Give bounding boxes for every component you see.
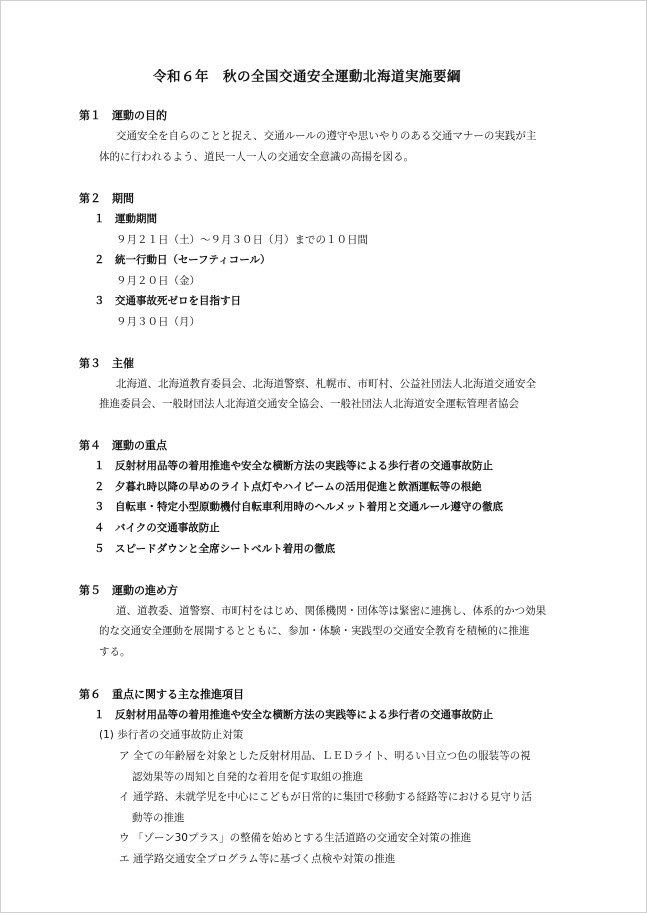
section-4-item-1: １ 反射材用品等の着用推進や安全な横断方法の実践等による歩行者の交通事故防止 xyxy=(94,460,493,472)
section-4-heading: 第４ 運動の重点 xyxy=(79,439,167,452)
document-title: 令和６年 秋の全国交通安全運動北海道実施要綱 xyxy=(153,69,461,85)
section-2-item-2-label: ２ 統一行動日（セーフティコール） xyxy=(94,254,271,266)
section-3-body-line-2: 推進委員会、一般財団法人北海道交通安全協会、一般社団法人北海道安全運転管理者協会 xyxy=(99,398,519,410)
section-5-heading: 第５ 運動の進め方 xyxy=(79,584,178,597)
section-5-body-line-2: 的な交通安全運動を展開するとともに、参加・体験・実践型の交通安全教育を積極的に推進 xyxy=(99,625,530,637)
section-4-item-3: ３ 自転車・特定小型原動機付自転車利用時のヘルメット着用と交通ルール遵守の徹底 xyxy=(94,501,503,513)
section-2-item-3-value: ９月３０日（月） xyxy=(116,316,200,328)
section-2-item-1-value: ９月２１日（土）～９月３０日（月）までの１０日間 xyxy=(116,234,368,246)
section-4-item-2: ２ 夕暮れ時以降の早めのライト点灯やハイビームの活用促進と飲酒運転等の根絶 xyxy=(94,481,482,493)
section-2-item-3-label: ３ 交通事故死ゼロを目指す日 xyxy=(94,295,241,307)
section-6-heading: 第６ 重点に関する主な推進項目 xyxy=(79,688,244,701)
section-6-point-u: ウ 「ゾーン30プラス」の整備を始めとする生活道路の交通安全対策の推進 xyxy=(119,832,472,844)
section-6-point-a-line-1: ア 全ての年齢層を対象とした反射材用品、ＬＥＤライト、明るい目立つ色の服装等の視 xyxy=(119,750,531,762)
section-2-heading: 第２ 期間 xyxy=(79,192,134,205)
section-5-body-line-3: する。 xyxy=(99,646,131,658)
section-2-item-2-value: ９月２０日（金） xyxy=(116,275,200,287)
section-6-point-e: エ 通学路交通安全プログラム等に基づく点検や対策の推進 xyxy=(119,853,396,865)
section-5-body-line-1: 道、道教委、道警察、市町村をはじめ、関係機関・団体等は緊密に連携し、体系的かつ効果 xyxy=(116,605,547,617)
section-6-subitem-1: (1) 歩行者の交通事故防止対策 xyxy=(99,729,244,741)
section-6-point-i-line-1: イ 通学路、未就学児を中心にこどもが日常的に集団で移動する経路等における見守り活 xyxy=(119,791,532,803)
section-6-point-a-line-2: 認効果等の周知と自発的な着用を促す取組の推進 xyxy=(132,771,363,783)
section-4-item-5: ５ スピードダウンと全席シートベルト着用の徹底 xyxy=(94,543,336,555)
section-4-item-4: ４ バイクの交通事故防止 xyxy=(94,522,220,534)
section-3-body-line-1: 北海道、北海道教育委員会、北海道警察、札幌市、市町村、公益社団法人北海道交通安全 xyxy=(116,378,536,390)
section-3-heading: 第３ 主催 xyxy=(79,357,134,370)
section-6-point-i-line-2: 動等の推進 xyxy=(132,812,185,824)
section-1-heading: 第１ 運動の目的 xyxy=(79,109,167,122)
section-2-item-1-label: １ 運動期間 xyxy=(94,213,157,225)
section-1-body-line-2: 体的に行われるよう、道民一人一人の交通安全意識の高揚を図る。 xyxy=(99,151,414,163)
section-1-body-line-1: 交通安全を自らのことと捉え、交通ルールの遵守や思いやりのある交通マナーの実践が主 xyxy=(116,130,537,142)
section-6-item-1: １ 反射材用品等の着用推進や安全な横断方法の実践等による歩行者の交通事故防止 xyxy=(94,709,493,721)
